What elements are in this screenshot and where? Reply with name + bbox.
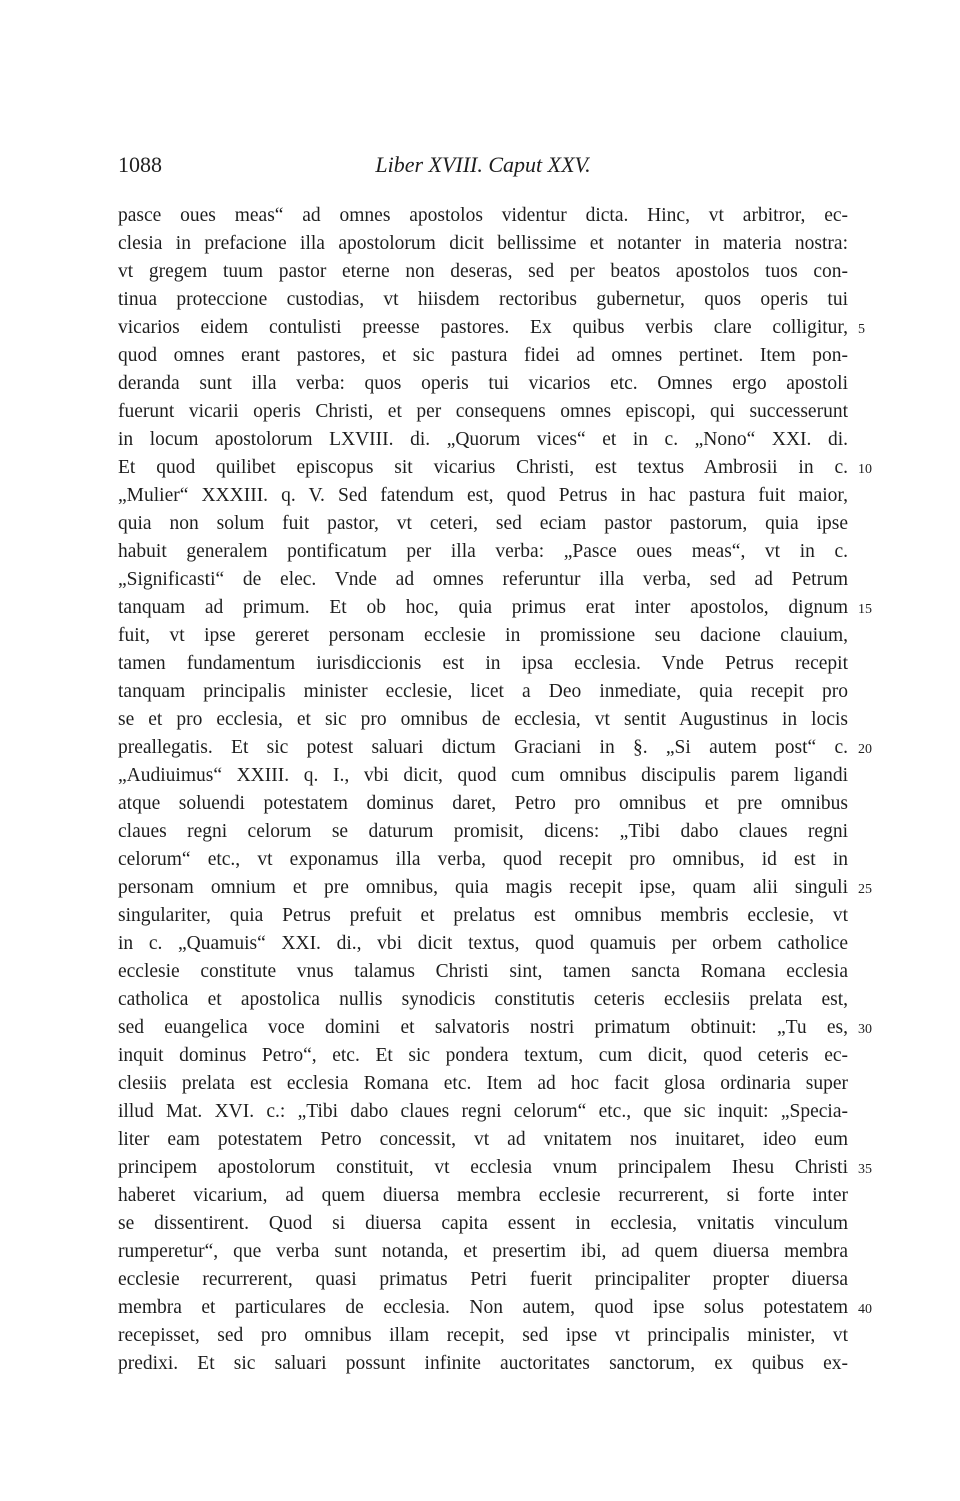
text-line-content: illud Mat. XVI. c.: „Tibi dabo claues regni celorum“ etc., que sic inquit: „Specia- bbox=[118, 1101, 848, 1122]
text-line-content: „Audiuimus“ XXIII. q. I., vbi dicit, quod cum omnibus discipulis parem ligandi bbox=[118, 765, 848, 786]
text-line-content: fuit, vt ipse gereret personam ecclesie in promissione seu dacione clauium, bbox=[118, 625, 848, 646]
text-line-content: ecclesie recurrerent, quasi primatus Petri fuerit principaliter propter diuersa bbox=[118, 1269, 848, 1290]
text-line bbox=[118, 958, 848, 986]
text-line bbox=[118, 314, 865, 342]
text-line bbox=[118, 202, 848, 230]
text-line-content: tamen fundamentum iurisdiccionis est in ipsa ecclesia. Vnde Petrus recepit bbox=[118, 653, 848, 674]
text-line-content: tinua proteccione custodias, vt hiisdem rectoribus gubernetur, quos operis tui bbox=[118, 289, 848, 310]
text-line-content: preallegatis. Et sic potest saluari dictum Graciani in §. „Si autem post“ c. bbox=[118, 737, 848, 758]
line-number: 40 bbox=[858, 1302, 872, 1317]
text-line bbox=[118, 1238, 848, 1266]
body-text bbox=[118, 202, 872, 1378]
text-line bbox=[118, 1042, 848, 1070]
text-line-content: vicarios eidem contulisti preesse pastores. Ex quibus verbis clare colligitur, bbox=[118, 317, 848, 338]
text-line-content: inquit dominus Petro“, etc. Et sic pondera textum, cum dicit, quod ceteris ec- bbox=[118, 1045, 848, 1066]
text-line-content: fuerunt vicarii operis Christi, et per consequens omnes episcopi, qui successerunt bbox=[118, 401, 848, 422]
text-line bbox=[118, 230, 848, 258]
text-line-content: recepisset, sed pro omnibus illam recepit, sed ipse vt principalis minister, vt bbox=[118, 1325, 848, 1346]
text-line-content: deranda sunt illa verba: quos operis tui vicarios etc. Omnes ergo apostoli bbox=[118, 373, 848, 394]
text-line-content: clesiis prelata est ecclesia Romana etc. Item ad hoc facit glosa ordinaria super bbox=[118, 1073, 848, 1094]
text-line-content: quia non solum fuit pastor, vt ceteri, sed eciam pastor pastorum, quia ipse bbox=[118, 513, 848, 534]
text-line bbox=[118, 454, 872, 482]
text-line bbox=[118, 370, 848, 398]
text-line-content: claues regni celorum se daturum promisit, dicens: „Tibi dabo claues regni bbox=[118, 821, 848, 842]
text-line bbox=[118, 734, 872, 762]
line-number: 30 bbox=[858, 1022, 872, 1037]
text-line-content: in c. „Quamuis“ XXI. di., vbi dicit textus, quod quamuis per orbem catholice bbox=[118, 933, 848, 954]
text-line-content: in locum apostolorum LXVIII. di. „Quorum vices“ et in c. „Nono“ XXI. di. bbox=[118, 429, 848, 450]
text-line-content: principem apostolorum constituit, vt ecclesia vnum principalem Ihesu Christi bbox=[118, 1157, 848, 1178]
text-line-content: rumperetur“, que verba sunt notanda, et presertim ibi, ad quem diuersa membra bbox=[118, 1241, 848, 1262]
text-line-content: ecclesie constitute vnus talamus Christi sint, tamen sancta Romana ecclesia bbox=[118, 961, 848, 982]
text-line bbox=[118, 1154, 872, 1182]
text-line bbox=[118, 678, 848, 706]
text-line-content: tanquam principalis minister ecclesie, licet a Deo inmediate, quia recepit pro bbox=[118, 681, 848, 702]
text-line bbox=[118, 1070, 848, 1098]
line-number: 10 bbox=[858, 462, 872, 477]
text-line bbox=[118, 594, 872, 622]
text-line-content: sed euangelica voce domini et salvatoris nostri primatum obtinuit: „Tu es, bbox=[118, 1017, 848, 1038]
text-line bbox=[118, 1294, 872, 1322]
text-line-content: clesia in prefacione illa apostolorum dicit bellissime et notanter in materia nostra: bbox=[118, 233, 848, 254]
text-line bbox=[118, 510, 848, 538]
running-title: Liber XVIII. Caput XXV. bbox=[375, 152, 591, 177]
text-line bbox=[118, 986, 848, 1014]
text-line-content: pasce oues meas“ ad omnes apostolos videntur dicta. Hinc, vt arbitror, ec- bbox=[118, 205, 848, 226]
text-line bbox=[118, 1350, 848, 1378]
text-line-content: atque soluendi potestatem dominus daret, Petro pro omnibus et pre omnibus bbox=[118, 793, 848, 814]
text-line bbox=[118, 790, 848, 818]
text-line bbox=[118, 538, 848, 566]
text-line bbox=[118, 762, 848, 790]
text-line bbox=[118, 1182, 848, 1210]
page-number: 1088 bbox=[118, 152, 162, 177]
text-line-content: catholica et apostolica nullis synodicis constitutis ceteris ecclesiis prelata est, bbox=[118, 989, 848, 1010]
text-line-content: se et pro ecclesia, et sic pro omnibus de ecclesia, vt sentit Augustinus in locis bbox=[118, 709, 848, 730]
text-line bbox=[118, 342, 848, 370]
text-line-content: „Mulier“ XXXIII. q. V. Sed fatendum est, quod Petrus in hac pastura fuit maior, bbox=[118, 485, 848, 506]
text-line bbox=[118, 258, 848, 286]
text-line bbox=[118, 622, 848, 650]
text-line bbox=[118, 902, 848, 930]
text-line-content: se dissentirent. Quod si diuersa capita essent in ecclesia, vnitatis vinculum bbox=[118, 1213, 848, 1234]
text-line bbox=[118, 1126, 848, 1154]
text-line bbox=[118, 566, 848, 594]
line-number: 5 bbox=[858, 322, 865, 337]
text-line bbox=[118, 706, 848, 734]
text-line-content: liter eam potestatem Petro concessit, vt ad vnitatem nos inuitaret, ideo eum bbox=[118, 1129, 848, 1150]
text-line bbox=[118, 1266, 848, 1294]
text-line-content: celorum“ etc., vt exponamus illa verba, quod recepit pro omnibus, id est in bbox=[118, 849, 848, 870]
text-line-content: singulariter, quia Petrus prefuit et prelatus est omnibus membris ecclesie, vt bbox=[118, 905, 848, 926]
text-line bbox=[118, 650, 848, 678]
line-number: 20 bbox=[858, 742, 872, 757]
text-line-content: personam omnium et pre omnibus, quia magis recepit ipse, quam alii singuli bbox=[118, 877, 848, 898]
text-line bbox=[118, 398, 848, 426]
text-line bbox=[118, 930, 848, 958]
text-line bbox=[118, 1098, 848, 1126]
text-line bbox=[118, 482, 848, 510]
text-line-content: „Significasti“ de elec. Vnde ad omnes referuntur illa verba, sed ad Petrum bbox=[118, 569, 848, 590]
text-line bbox=[118, 1322, 848, 1350]
text-line bbox=[118, 1014, 872, 1042]
line-number: 35 bbox=[858, 1162, 872, 1177]
text-line-content: quod omnes erant pastores, et sic pastura fidei ad omnes pertinet. Item pon- bbox=[118, 345, 848, 366]
text-line-content: habuit generalem pontificatum per illa verba: „Pasce oues meas“, vt in c. bbox=[118, 541, 848, 562]
text-line-content: membra et particulares de ecclesia. Non autem, quod ipse solus potestatem bbox=[118, 1297, 848, 1318]
text-line-content: vt gregem tuum pastor eterne non deseras, sed per beatos apostolos tuos con- bbox=[118, 261, 848, 282]
line-number: 25 bbox=[858, 882, 872, 897]
text-line-content: tanquam ad primum. Et ob hoc, quia primus erat inter apostolos, dignum bbox=[118, 597, 848, 618]
text-line-content: haberet vicarium, ad quem diuersa membra ecclesie recurrerent, si forte inter bbox=[118, 1185, 848, 1206]
text-line bbox=[118, 1210, 848, 1238]
text-line-content: Et quod quilibet episcopus sit vicarius Christi, est textus Ambrosii in c. bbox=[118, 457, 848, 478]
text-line-content: predixi. Et sic saluari possunt infinite auctoritates sanctorum, ex quibus ex- bbox=[118, 1353, 848, 1374]
line-number: 15 bbox=[858, 602, 872, 617]
text-line bbox=[118, 286, 848, 314]
text-line bbox=[118, 426, 848, 454]
page-header bbox=[118, 152, 848, 186]
text-line bbox=[118, 818, 848, 846]
text-line bbox=[118, 874, 872, 902]
text-line bbox=[118, 846, 848, 874]
